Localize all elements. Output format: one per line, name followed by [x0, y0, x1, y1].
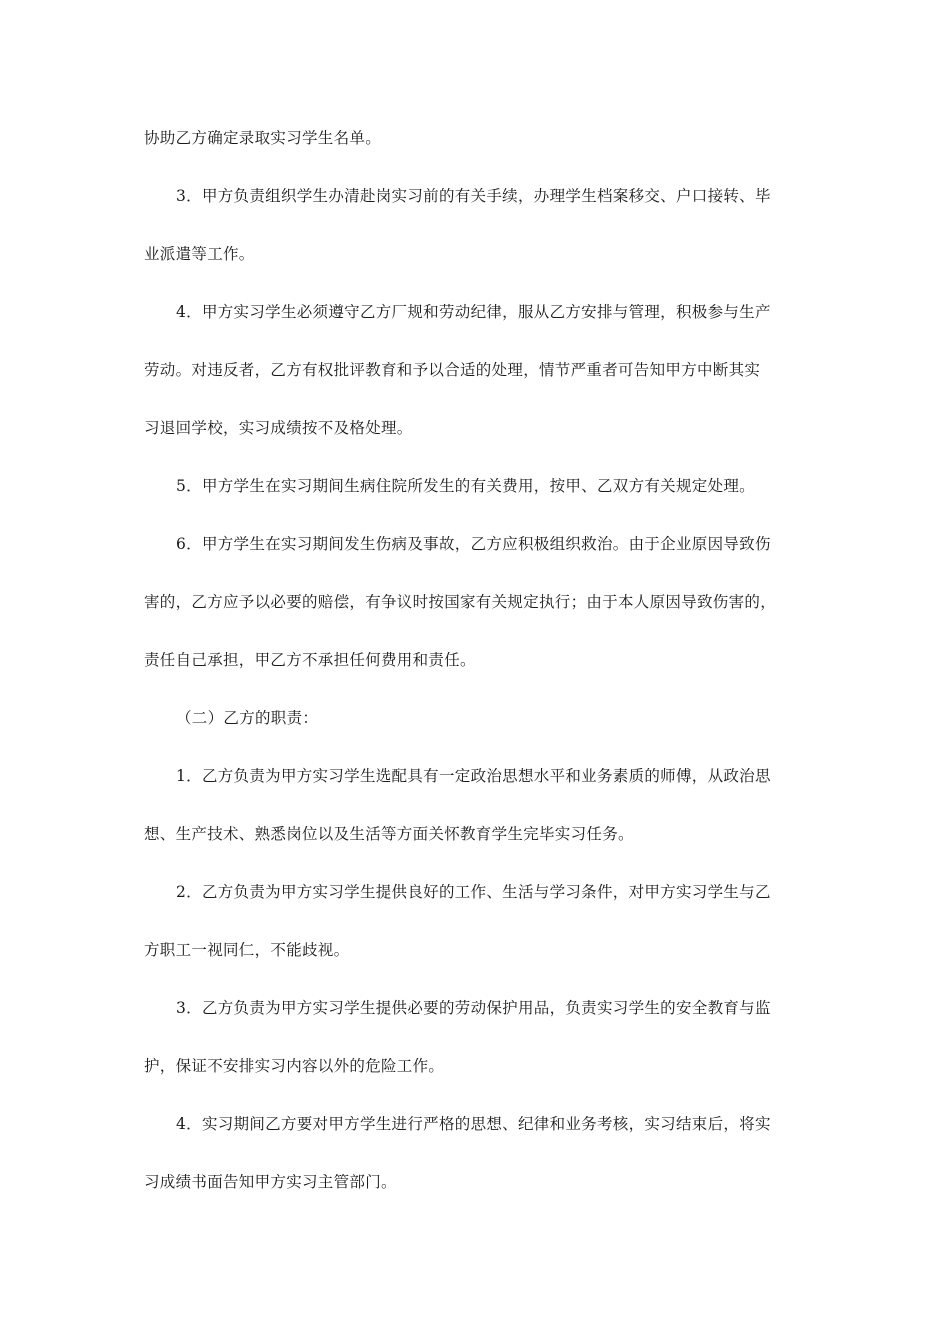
text-line: 3．甲方负责组织学生办清赴岗实习前的有关手续，办理学生档案移交、户口接转、毕 — [176, 187, 771, 205]
text-line: 业派遣等工作。 — [144, 245, 255, 263]
text-line: 6．甲方学生在实习期间发生伤病及事故，乙方应积极组织救治。由于企业原因导致伤 — [176, 535, 771, 553]
text-line: 想、生产技术、熟悉岗位以及生活等方面关怀教育学生完毕实习任务。 — [144, 825, 634, 843]
text-line: 5．甲方学生在实习期间生病住院所发生的有关费用，按甲、乙双方有关规定处理。 — [176, 477, 755, 495]
text-line: 责任自己承担，甲乙方不承担任何费用和责任。 — [144, 651, 476, 669]
text-line: 习退回学校，实习成绩按不及格处理。 — [144, 419, 413, 437]
text-line: 习成绩书面告知甲方实习主管部门。 — [144, 1173, 397, 1191]
text-line: 协助乙方确定录取实习学生名单。 — [144, 129, 382, 147]
text-line: 4．甲方实习学生必须遵守乙方厂规和劳动纪律，服从乙方安排与管理，积极参与生产 — [176, 303, 771, 321]
text-line: 劳动。对违反者，乙方有权批评教育和予以合适的处理，情节严重者可告知甲方中断其实 — [144, 361, 761, 379]
text-line: 1．乙方负责为甲方实习学生选配具有一定政治思想水平和业务素质的师傅，从政治思 — [176, 767, 771, 785]
section-heading: （二）乙方的职责： — [176, 709, 319, 727]
text-line: 害的，乙方应予以必要的赔偿，有争议时按国家有关规定执行；由于本人原因导致伤害的， — [144, 593, 777, 611]
text-line: 4．实习期间乙方要对甲方学生进行严格的思想、纪律和业务考核，实习结束后，将实 — [176, 1115, 771, 1133]
text-line: 2．乙方负责为甲方实习学生提供良好的工作、生活与学习条件，对甲方实习学生与乙 — [176, 883, 771, 901]
text-line: 3．乙方负责为甲方实习学生提供必要的劳动保护用品，负责实习学生的安全教育与监 — [176, 999, 771, 1017]
text-line: 方职工一视同仁，不能歧视。 — [144, 941, 350, 959]
text-line: 护，保证不安排实习内容以外的危险工作。 — [144, 1057, 445, 1075]
